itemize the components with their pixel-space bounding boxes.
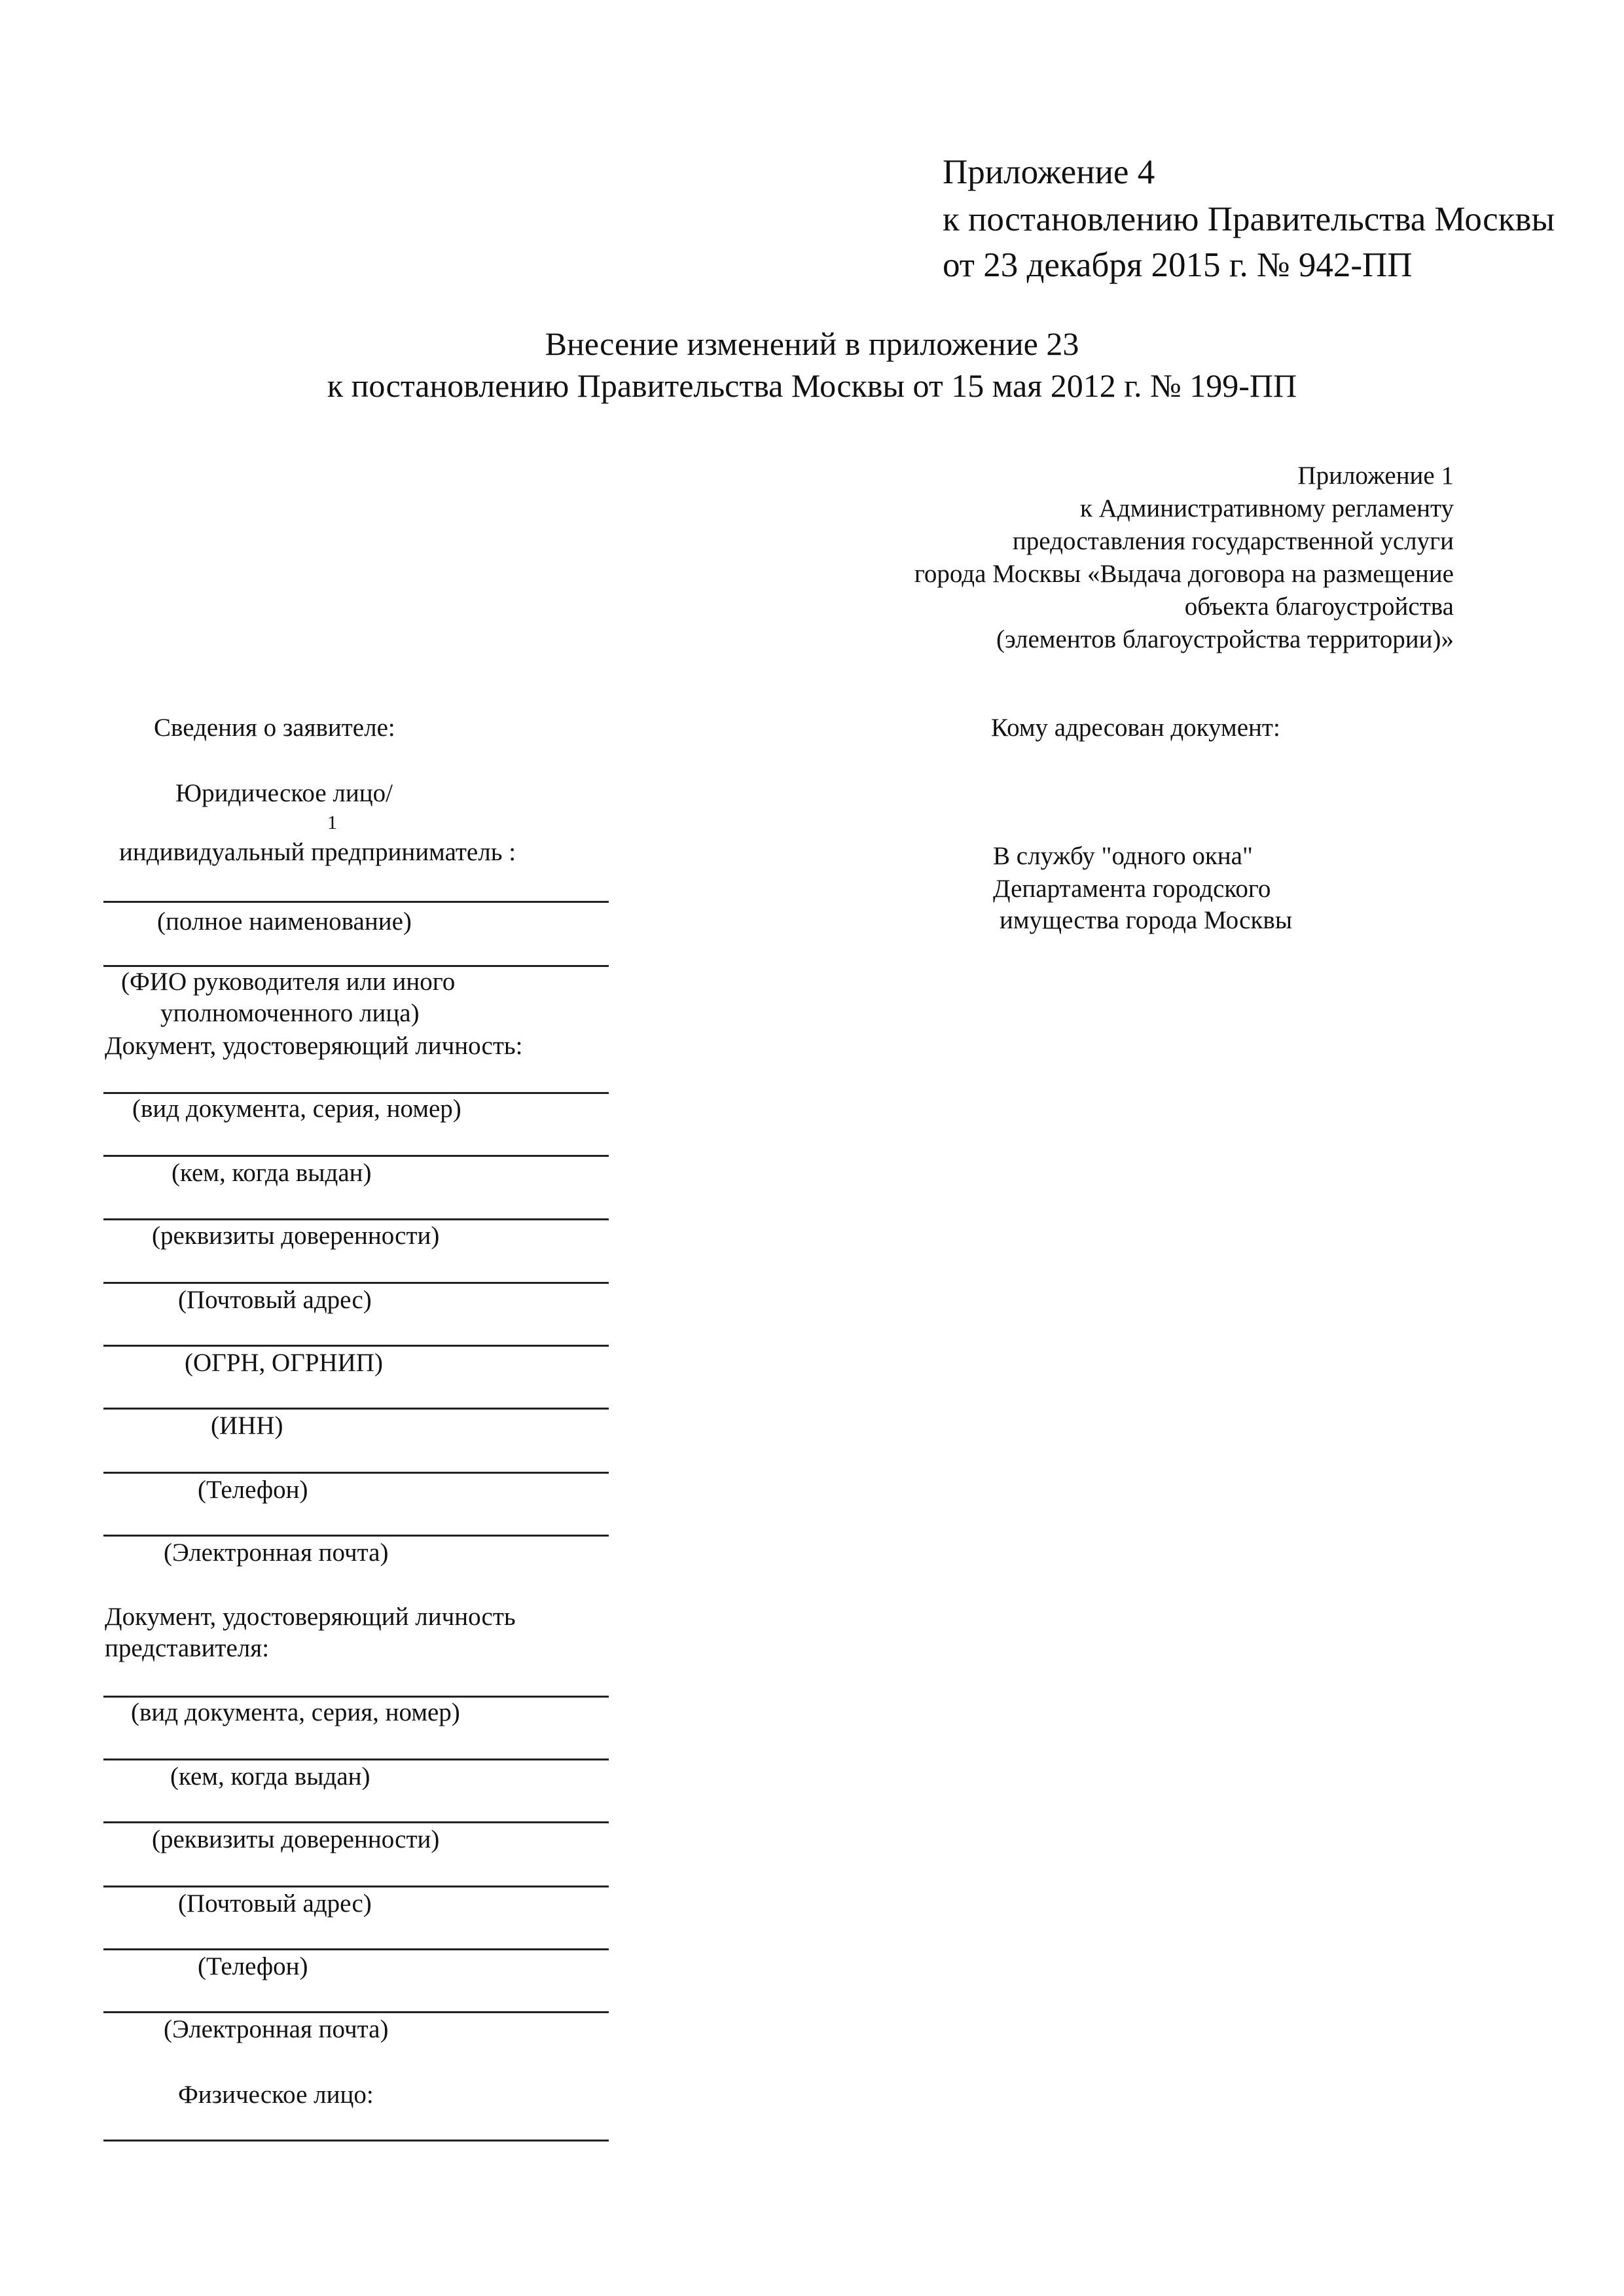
rep-issued-by-caption: (кем, когда выдан)	[170, 1762, 370, 1791]
email-caption: (Электронная почта)	[164, 1539, 389, 1567]
ogrn-line	[103, 1345, 609, 1347]
phone-caption: (Телефон)	[198, 1476, 308, 1504]
id-document-heading: Документ, удостоверяющий личность:	[105, 1032, 523, 1060]
manager-name-caption-1: (ФИО руководителя или иного	[121, 968, 456, 996]
header-resolution-line: к постановлению Правительства Москвы	[943, 200, 1555, 238]
addressee-heading: Кому адресован документ:	[991, 714, 1280, 742]
rep-power-of-attorney-line	[103, 1821, 609, 1823]
rep-power-of-attorney-caption: (реквизиты доверенности)	[152, 1825, 440, 1853]
email-line	[103, 1535, 609, 1537]
full-name-caption: (полное наименование)	[157, 907, 412, 936]
appendix-line-1: Приложение 1	[1297, 462, 1454, 490]
postal-address-line	[103, 1282, 609, 1284]
inn-line	[103, 1408, 609, 1410]
entrepreneur-label: индивидуальный предприниматель :	[119, 838, 516, 866]
representative-heading-1: Документ, удостоверяющий личность	[105, 1603, 516, 1631]
ogrn-caption: (ОГРН, ОГРНИП)	[185, 1349, 383, 1377]
rep-phone-caption: (Телефон)	[198, 1952, 308, 1980]
appendix-line-3: предоставления государственной услуги	[1012, 527, 1454, 555]
addressee-line-3: имущества города Москвы	[1000, 906, 1293, 934]
addressee-line-1: В службу "одного окна"	[993, 842, 1253, 870]
individual-label: Физическое лицо:	[178, 2081, 374, 2109]
appendix-line-5: объекта благоустройства	[1184, 592, 1454, 621]
rep-email-caption: (Электронная почта)	[164, 2015, 389, 2043]
issued-by-caption: (кем, когда выдан)	[171, 1159, 372, 1187]
header-appendix-number: Приложение 4	[943, 153, 1155, 191]
individual-line	[103, 2140, 609, 2141]
appendix-line-6: (элементов благоустройства территории)»	[996, 625, 1454, 653]
representative-heading-2: представителя:	[105, 1634, 270, 1662]
inn-caption: (ИНН)	[211, 1412, 283, 1440]
postal-address-caption: (Почтовый адрес)	[178, 1286, 372, 1314]
id-doc-caption: (вид документа, серия, номер)	[132, 1095, 461, 1123]
rep-postal-address-line	[103, 1886, 609, 1887]
phone-line	[103, 1472, 609, 1474]
header-resolution-date: от 23 декабря 2015 г. № 942-ПП	[943, 246, 1413, 284]
full-name-line	[103, 901, 609, 903]
power-of-attorney-caption: (реквизиты доверенности)	[152, 1222, 440, 1250]
rep-id-doc-caption: (вид документа, серия, номер)	[131, 1698, 460, 1726]
applicant-info-heading: Сведения о заявителе:	[154, 714, 395, 742]
rep-phone-line	[103, 1948, 609, 1950]
rep-email-line	[103, 2011, 609, 2013]
manager-name-caption-2: уполномоченного лица)	[160, 999, 420, 1027]
appendix-line-2: к Административному регламенту	[1079, 494, 1454, 522]
legal-entity-label: Юридическое лицо/	[175, 779, 393, 807]
document-title-line-1: Внесение изменений в приложение 23	[545, 325, 1079, 362]
footnote-mark: 1	[327, 812, 337, 833]
rep-issued-by-line	[103, 1758, 609, 1760]
addressee-line-2: Департамента городского	[993, 875, 1271, 903]
issued-by-line	[103, 1155, 609, 1157]
appendix-line-4: города Москвы «Выдача договора на размещение	[914, 560, 1454, 588]
rep-postal-address-caption: (Почтовый адрес)	[178, 1889, 372, 1918]
document-title-line-2: к постановлению Правительства Москвы от 15 мая 2012 г. № 199-ПП	[327, 367, 1297, 404]
